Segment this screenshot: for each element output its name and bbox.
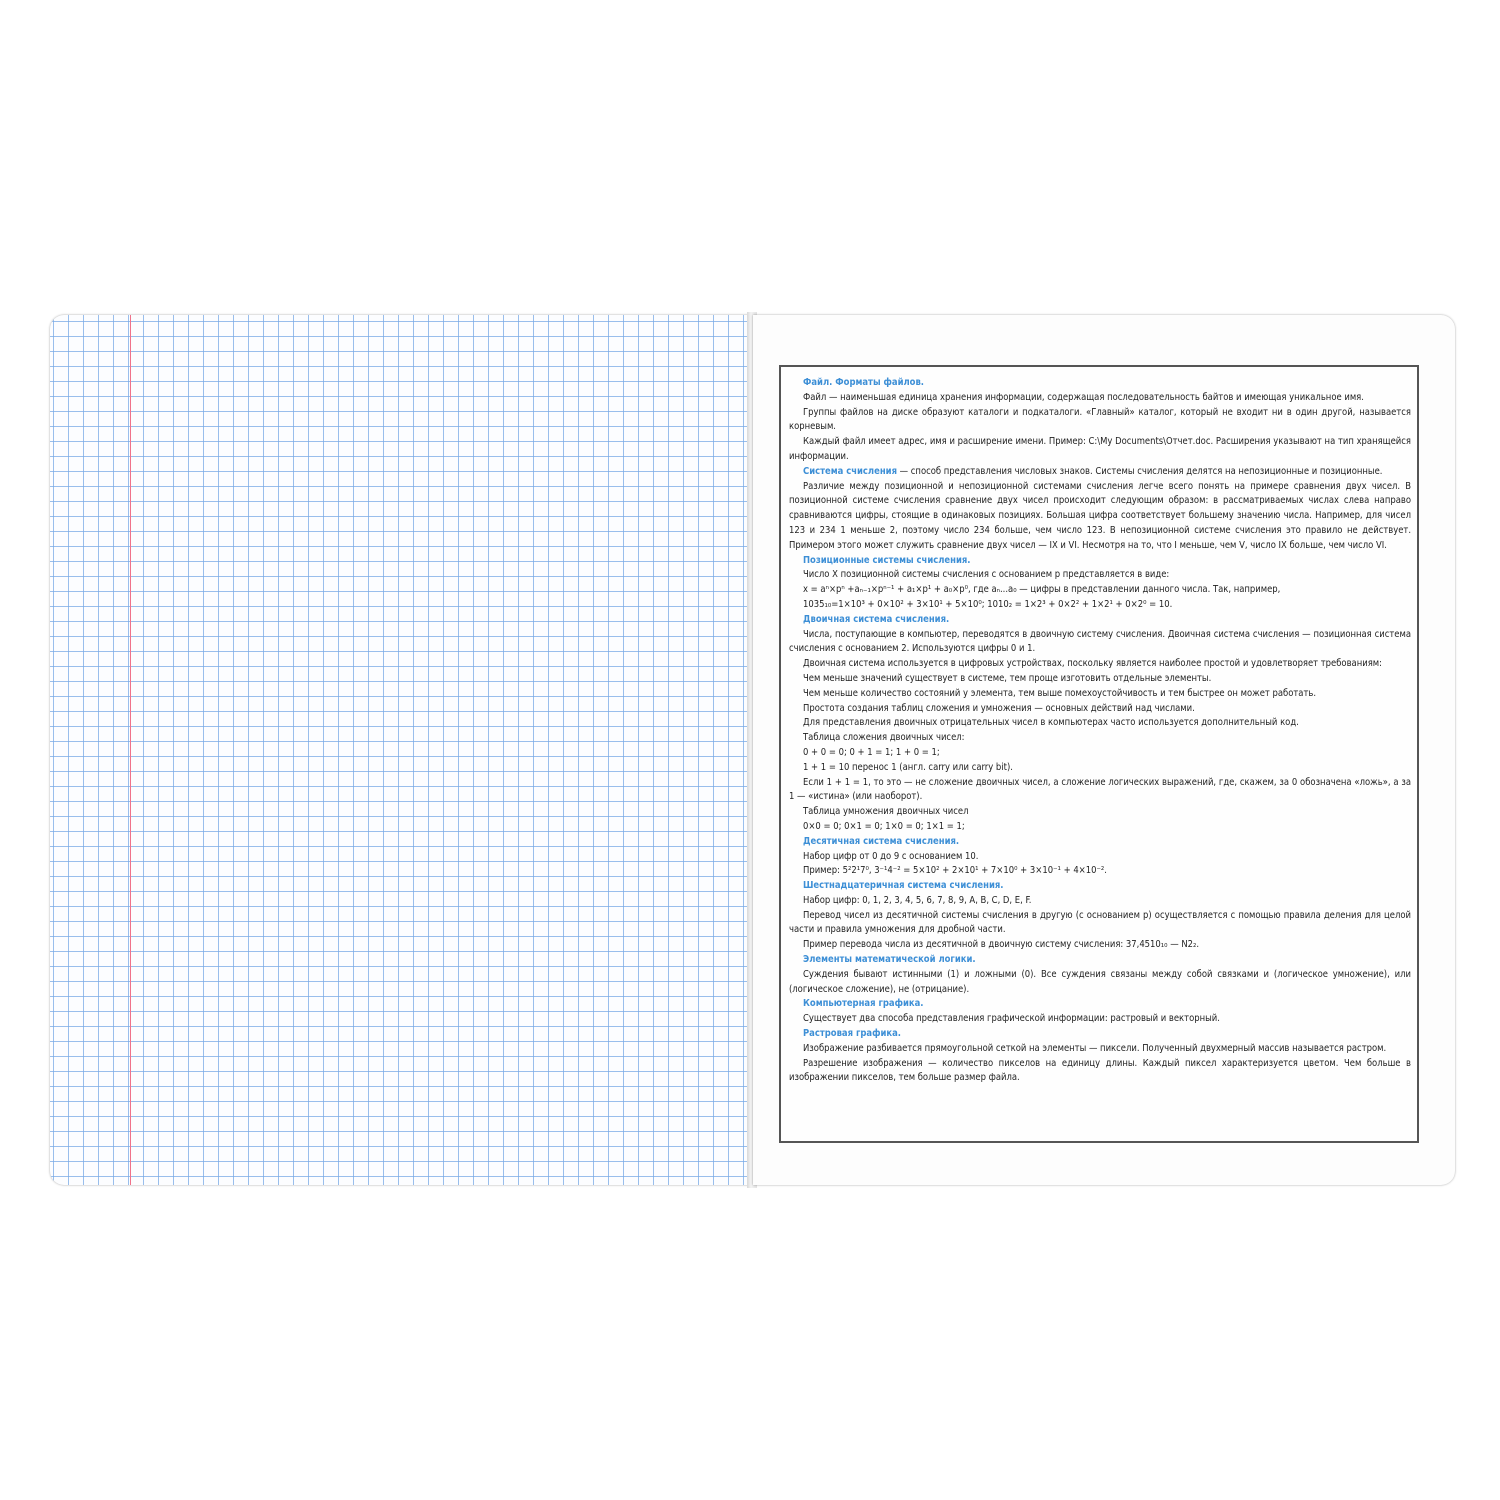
paragraph: Существует два способа представления графической информации: растровый и векторный. <box>803 1013 1220 1025</box>
paragraph: Пример перевода числа из десятичной в двоичную систему счисления: 37,4510₁₀ — N2₂. <box>803 939 1200 951</box>
paragraph: Группы файлов на диске образуют каталоги и подкаталоги. «Главный» каталог, который не входит ни в один другой, называется корневым. <box>789 406 1411 433</box>
paragraph: Различие между позиционной и непозиционной системами счисления легче всего понять на примере сравнения двух чисел. В позиционной системе счисления сравнение двух чисел происходит следующим образом: в рассматриваемых числах слева направо сравниваются цифры, стоящие в одинаковых позициях. Большая цифра соответствует большему значению числа. Например, для чисел 123 и 234 1 меньше 2, поэтому число 234 больше, чем число 123. В непозиционной системе счисления это правило не действует. Примером этого может служить сравнение двух чисел — IX и VI. Несмотря на то, что I меньше, чем V, число IX больше, чем число VI. <box>789 480 1411 551</box>
heading-raster: Растровая графика. <box>803 1028 902 1040</box>
paragraph: Изображение разбивается прямоугольной сеткой на элементы — пиксели. Полученный двухмерный массив называется растром. <box>803 1042 1387 1054</box>
heading-number-system: Система счисления <box>803 465 897 477</box>
reference-text-box <box>779 365 1419 1143</box>
paragraph: Разрешение изображения — количество пикселов на единицу длины. Каждый пиксел характеризуется цветом. Чем больше в изображении пикселов, тем больше размер файла. <box>789 1057 1411 1084</box>
paragraph: Пример: 5²2¹7⁰, 3⁻¹4⁻² = 5×10² + 2×10¹ + 7×10⁰ + 3×10⁻¹ + 4×10⁻². <box>803 865 1107 877</box>
paragraph: Набор цифр: 0, 1, 2, 3, 4, 5, 6, 7, 8, 9, A, B, C, D, E, F. <box>803 894 1032 906</box>
paragraph: Перевод чисел из десятичной системы счисления в другую (с основанием p) осуществляется с помощью правила деления для целой части и правила умножения для дробной части. <box>789 909 1411 936</box>
paragraph: Файл — наименьшая единица хранения информации, содержащая последовательность байтов и имеющая уникальное имя. <box>803 391 1364 403</box>
paragraph: Чем меньше количество состояний у элемента, тем выше помехоустойчивость и тем быстрее он может работать. <box>803 687 1317 699</box>
heading-binary: Двоичная система счисления. <box>803 613 950 625</box>
paragraph: Простота создания таблиц сложения и умножения — основных действий над числами. <box>803 702 1195 714</box>
formula: x = aⁿ×pⁿ +aₙ₋₁×pⁿ⁻¹ + a₁×p¹ + a₀×p⁰, где aₙ...a₀ — цифры в представлении данного числа. Так, например, <box>803 584 1281 596</box>
heading-decimal: Десятичная система счисления. <box>803 835 960 847</box>
paragraph: Набор цифр от 0 до 9 с основанием 10. <box>803 850 979 862</box>
paragraph: Каждый файл имеет адрес, имя и расширение имени. Пример: C:\My Documents\Отчет.doc. Расширения указывают на тип хранящейся информации. <box>789 436 1411 462</box>
margin-line <box>130 315 131 1185</box>
paragraph: Число X позиционной системы счисления с основанием p представляется в виде: <box>803 569 1170 581</box>
heading-files: Файл. Форматы файлов. <box>803 377 924 388</box>
heading-graphics: Компьютерная графика. <box>803 998 924 1010</box>
paragraph: Если 1 + 1 = 1, то это — не сложение двоичных чисел, а сложение логических выражений, где, скажем, за 0 обозначена «ложь», а за 1 — «истина» (или наоборот). <box>789 776 1411 803</box>
paragraph: Для представления двоичных отрицательных чисел в компьютерах часто используется дополнительный код. <box>803 717 1299 729</box>
paragraph: Чем меньше значений существует в системе, тем проще изготовить отдельные элементы. <box>803 672 1212 684</box>
paragraph: Двоичная система используется в цифровых устройствах, поскольку является наиболее простой и удовлетворяет требованиям: <box>803 658 1383 670</box>
reference-page <box>753 315 1455 1185</box>
paragraph: Числа, поступающие в компьютер, переводятся в двоичную систему счисления. Двоичная система счисления — позиционная система счисления с основанием 2. Используются цифры 0 и 1. <box>789 628 1411 655</box>
formula: 0×0 = 0; 0×1 = 0; 1×0 = 0; 1×1 = 1; <box>803 820 965 832</box>
grid-page <box>50 315 750 1185</box>
paragraph: Таблица умножения двоичных чисел <box>803 806 969 818</box>
open-notebook <box>50 312 1455 1188</box>
paragraph: Суждения бывают истинными (1) и ложными (0). Все суждения связаны между собой связками и (логическое умножение), или (логическое сложение), не (отрицание). <box>789 968 1411 995</box>
heading-positional: Позиционные системы счисления. <box>803 554 971 566</box>
heading-hex: Шестнадцатеричная система счисления. <box>803 880 1004 892</box>
paragraph-number-system <box>789 465 1411 480</box>
paragraph: Таблица сложения двоичных чисел: <box>803 732 965 744</box>
formula: 1 + 1 = 10 перенос 1 (англ. carry или carry bit). <box>803 761 1013 773</box>
paragraph-text: — способ представления числовых знаков. Системы счисления делятся на непозиционные и позиционные. <box>899 465 1383 477</box>
formula: 0 + 0 = 0; 0 + 1 = 1; 1 + 0 = 1; <box>803 746 940 758</box>
formula: 1035₁₀=1×10³ + 0×10² + 3×10¹ + 5×10⁰; 1010₂ = 1×2³ + 0×2² + 1×2¹ + 0×2⁰ = 10. <box>803 598 1173 610</box>
heading-logic: Элементы математической логики. <box>803 954 976 966</box>
